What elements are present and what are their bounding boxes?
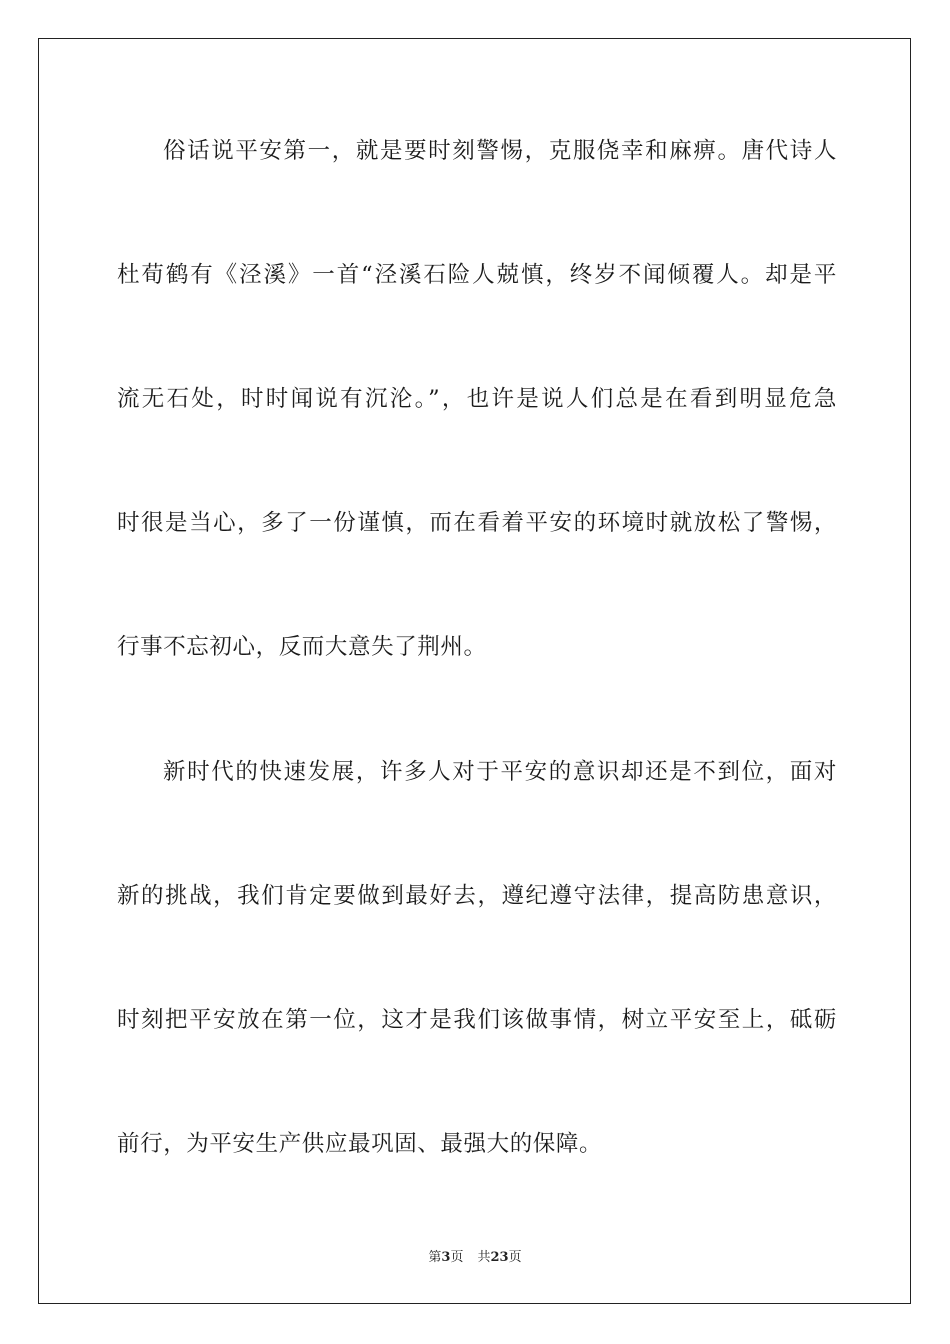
paragraph-2-line-1: 新时代的快速发展，许多人对于平安的意识却还是不到位，面对 [163,759,837,785]
paragraph-1-line-2: 杜荀鹤有《泾溪》一首“泾溪石险人兢慎，终岁不闻倾覆人。却是平 [117,262,837,288]
total-page-count: 23 [490,1250,509,1265]
paragraph-1-line-1: 俗话说平安第一，就是要时刻警惕，克服侥幸和麻痹。唐代诗人 [163,138,837,164]
paragraph-1-line-4: 时很是当心，多了一份谨慎，而在看着平安的环境时就放松了警惕， [117,510,837,536]
paragraph-2-line-4: 前行，为平安生产供应最巩固、最强大的保障。 [117,1131,603,1157]
total-suffix: 页 [508,1250,522,1265]
paragraph-1-line-5: 行事不忘初心，反而大意失了荆州。 [117,634,487,660]
current-page-number: 3 [441,1250,451,1265]
page-footer [0,1249,950,1267]
page-frame [38,38,911,1304]
paragraph-1-line-3: 流无石处，时时闻说有沉沦。”，也许是说人们总是在看到明显危急 [117,386,837,412]
paragraph-2-line-2: 新的挑战，我们肯定要做到最好去，遵纪遵守法律，提高防患意识， [117,883,837,909]
page-prefix: 第 [428,1250,442,1265]
total-prefix: 共 [477,1250,491,1265]
paragraph-2-line-3: 时刻把平安放在第一位，这才是我们该做事情，树立平安至上，砥砺 [117,1007,837,1033]
page-suffix: 页 [450,1250,464,1265]
